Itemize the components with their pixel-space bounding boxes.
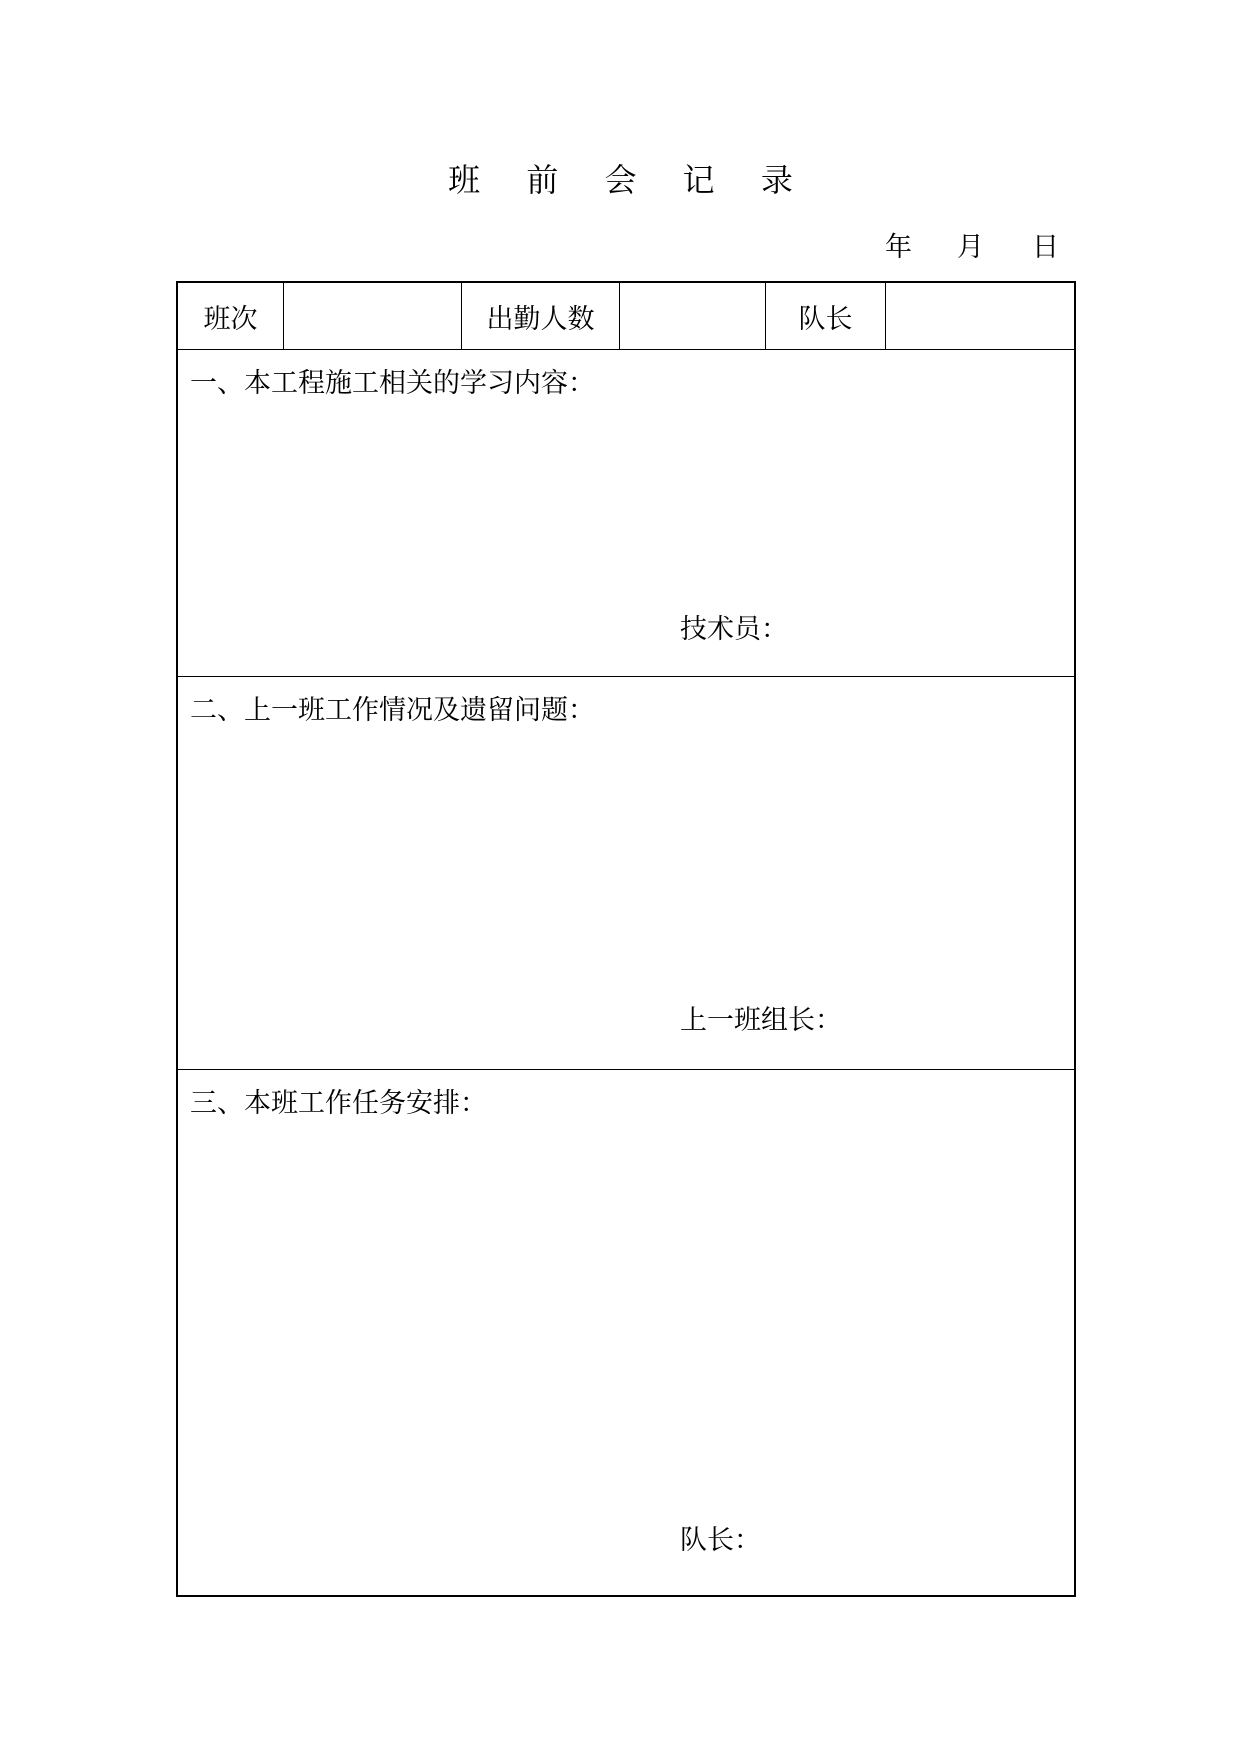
date-year-label: 年 bbox=[885, 232, 912, 263]
date-month-label: 月 bbox=[957, 232, 984, 263]
form-header-row bbox=[178, 283, 1074, 350]
attendance-field[interactable] bbox=[620, 283, 766, 349]
section-previous-heading: 二、上一班工作情况及遗留问题： bbox=[190, 695, 595, 726]
captain-field[interactable] bbox=[886, 283, 1074, 349]
section-study-heading: 一、本工程施工相关的学习内容： bbox=[190, 368, 595, 399]
technician-signature-label: 技术员： bbox=[680, 614, 788, 645]
meeting-record-form bbox=[176, 281, 1076, 1597]
shift-field[interactable] bbox=[284, 283, 462, 349]
attendance-label: 出勤人数 bbox=[462, 283, 620, 349]
previous-leader-signature-label: 上一班组长： bbox=[680, 1005, 842, 1036]
shift-label: 班次 bbox=[178, 283, 284, 349]
section-task-heading: 三、本班工作任务安排： bbox=[190, 1088, 487, 1119]
captain-signature-label: 队长： bbox=[680, 1525, 761, 1556]
date-day-label: 日 bbox=[1032, 232, 1059, 263]
section-previous-shift[interactable] bbox=[178, 677, 1074, 1070]
captain-label: 队长 bbox=[766, 283, 886, 349]
section-task-arrangement[interactable] bbox=[178, 1070, 1074, 1595]
page-title: 班 前 会 记 录 bbox=[448, 161, 811, 199]
section-study-content[interactable] bbox=[178, 350, 1074, 677]
